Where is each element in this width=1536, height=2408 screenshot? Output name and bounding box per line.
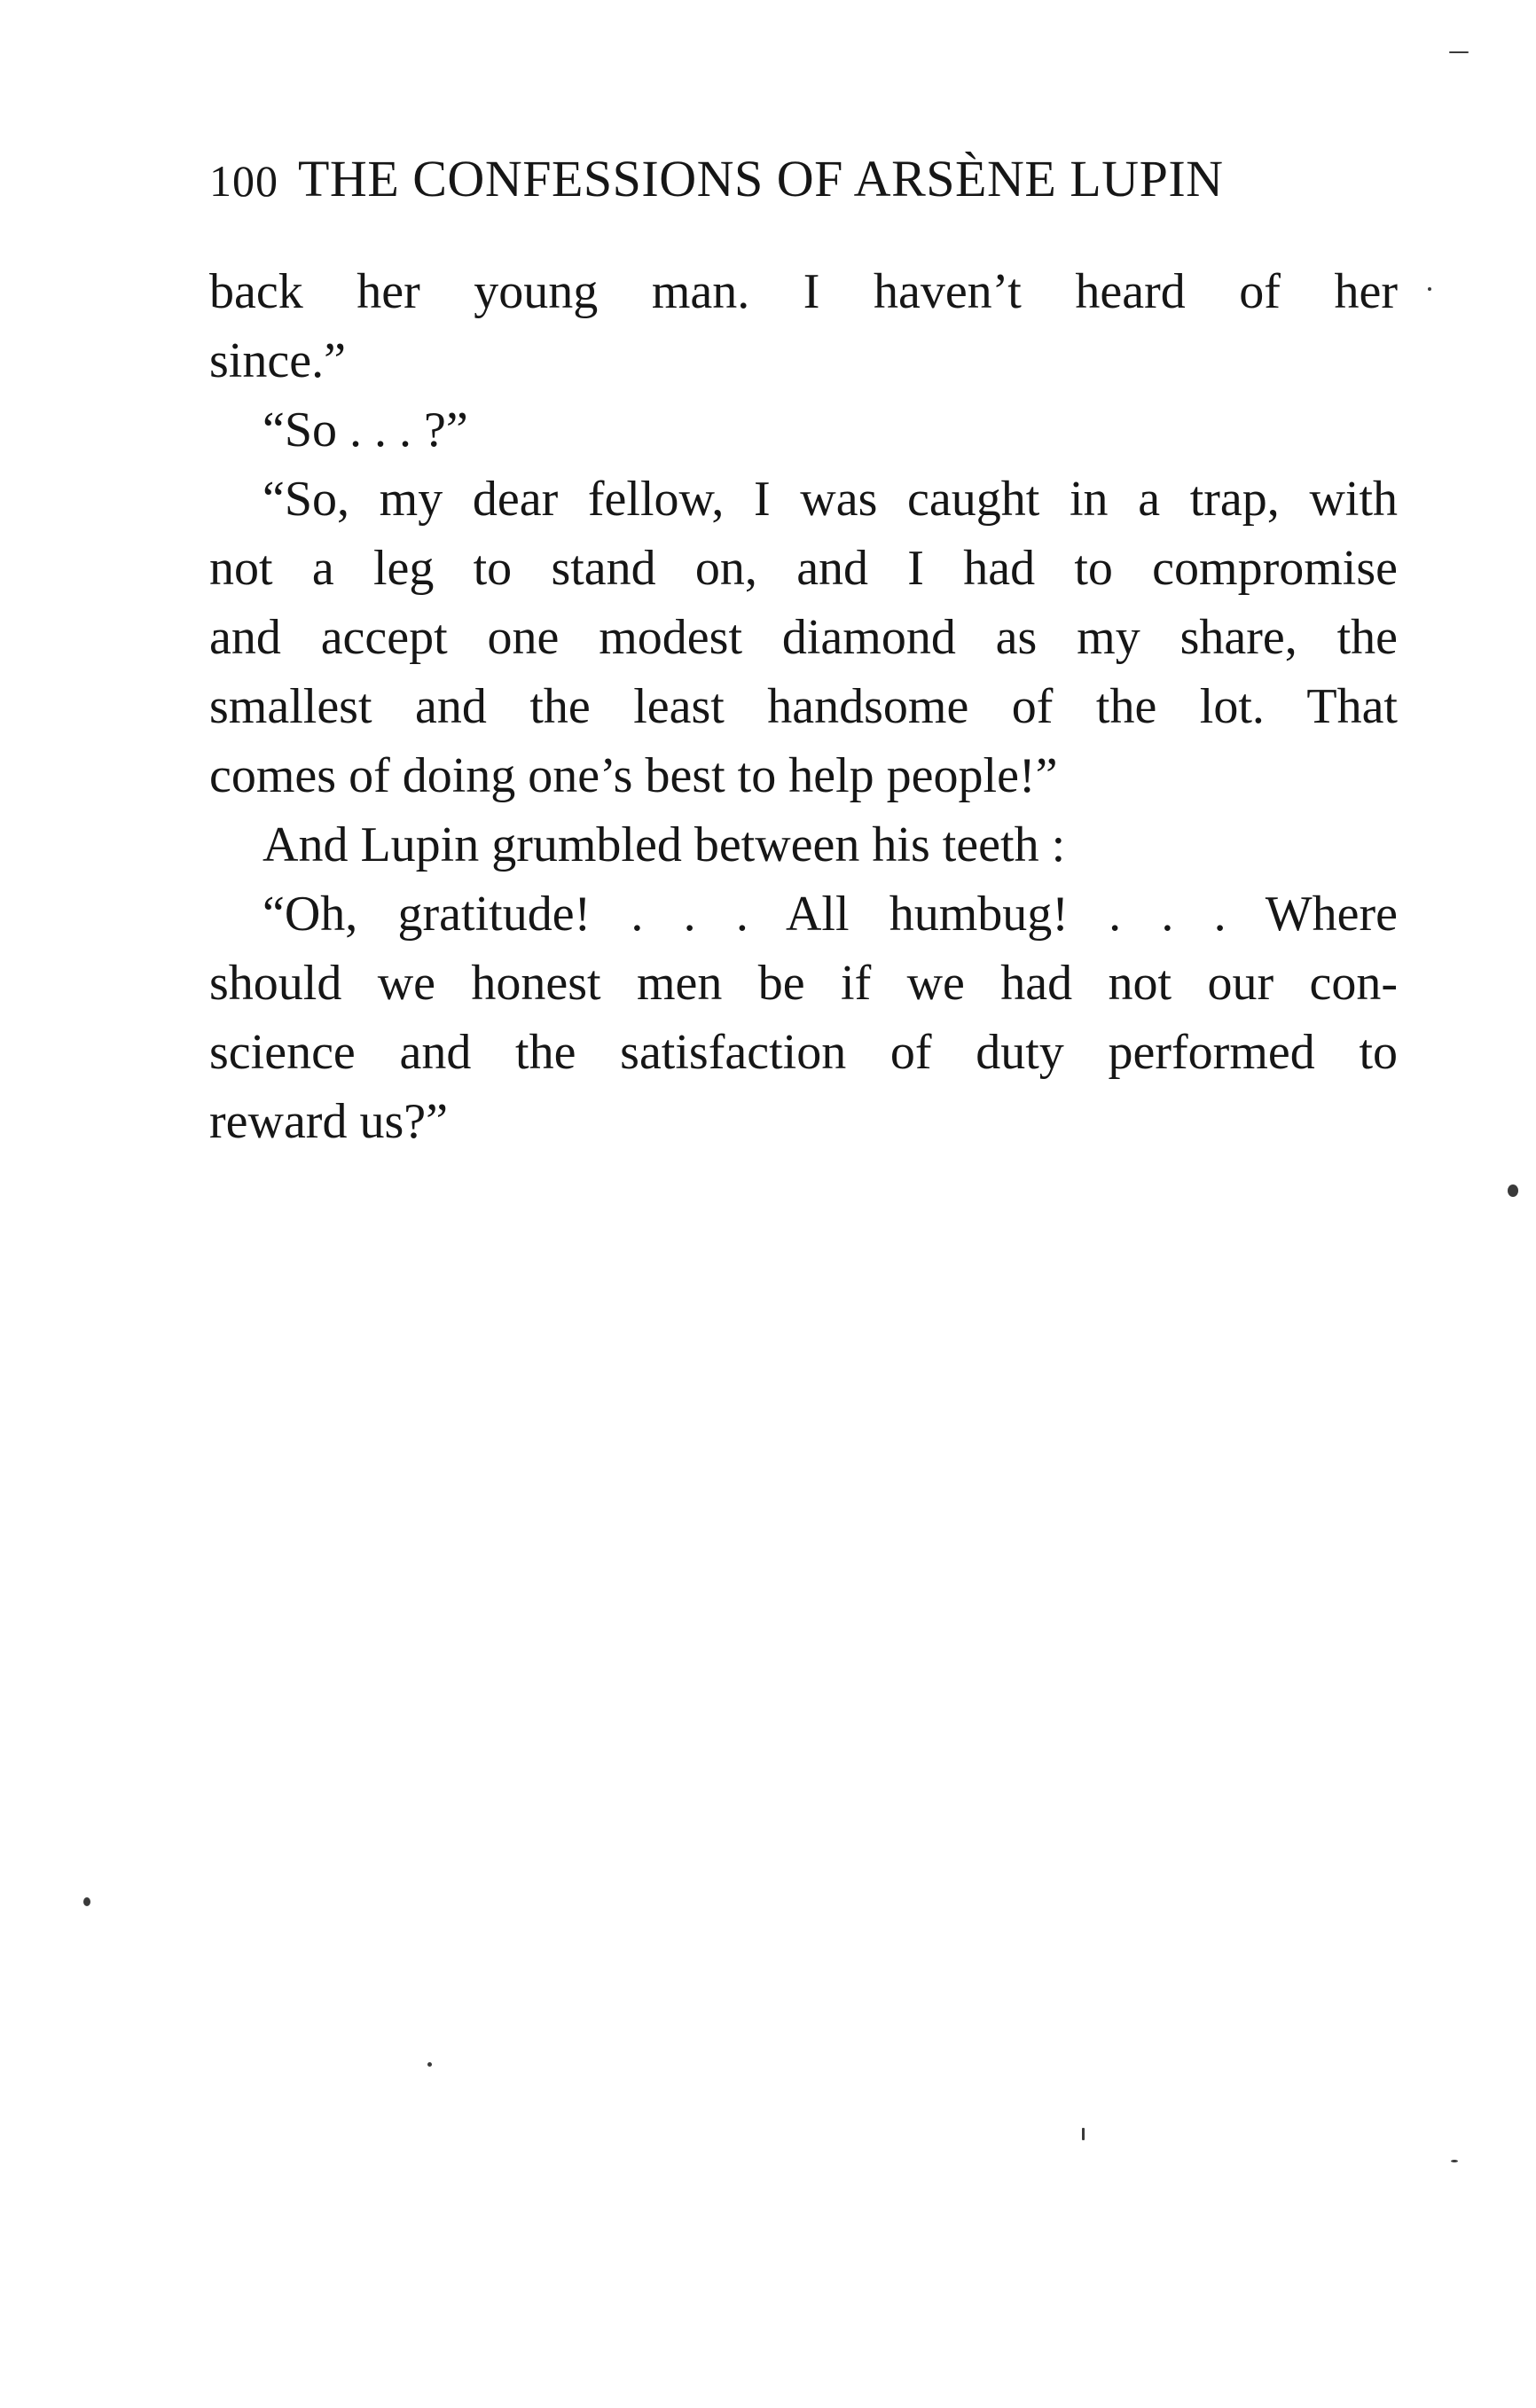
text-line: smallest and the least handsome of the lot. That [209,679,1398,734]
scan-speck [1449,51,1469,53]
scan-speck [1451,2160,1458,2162]
text-line: And Lupin grumbled between his teeth : [263,817,1066,872]
text-line: should we honest men be if we had not our con- [209,956,1398,1011]
page-number: 100 [209,156,278,206]
text-line: “So, my dear fellow, I was caught in a trap, with [263,472,1398,527]
scan-speck [1508,1184,1518,1197]
text-line: not a leg to stand on, and I had to compromise [209,541,1398,596]
text-line: science and the satisfaction of duty performed to [209,1025,1398,1080]
text-line: “Oh, gratitude! . . . All humbug! . . . Where [263,887,1398,942]
body-text [209,257,1398,1156]
scan-speck [1082,2128,1085,2140]
text-line: comes of doing one’s best to help people!” [209,748,1058,803]
scan-speck [1428,287,1431,291]
text-line: reward us?” [209,1094,448,1149]
text-line: “So . . . ?” [263,403,468,457]
scan-speck [427,2062,432,2067]
running-header [209,144,1398,216]
scan-speck [83,1897,90,1906]
running-title: THE CONFESSIONS OF ARSÈNE LUPIN [298,150,1224,207]
text-line: and accept one modest diamond as my share, the [209,610,1398,665]
text-line: since.” [209,333,346,388]
text-line: back her young man. I haven’t heard of her [209,264,1398,319]
